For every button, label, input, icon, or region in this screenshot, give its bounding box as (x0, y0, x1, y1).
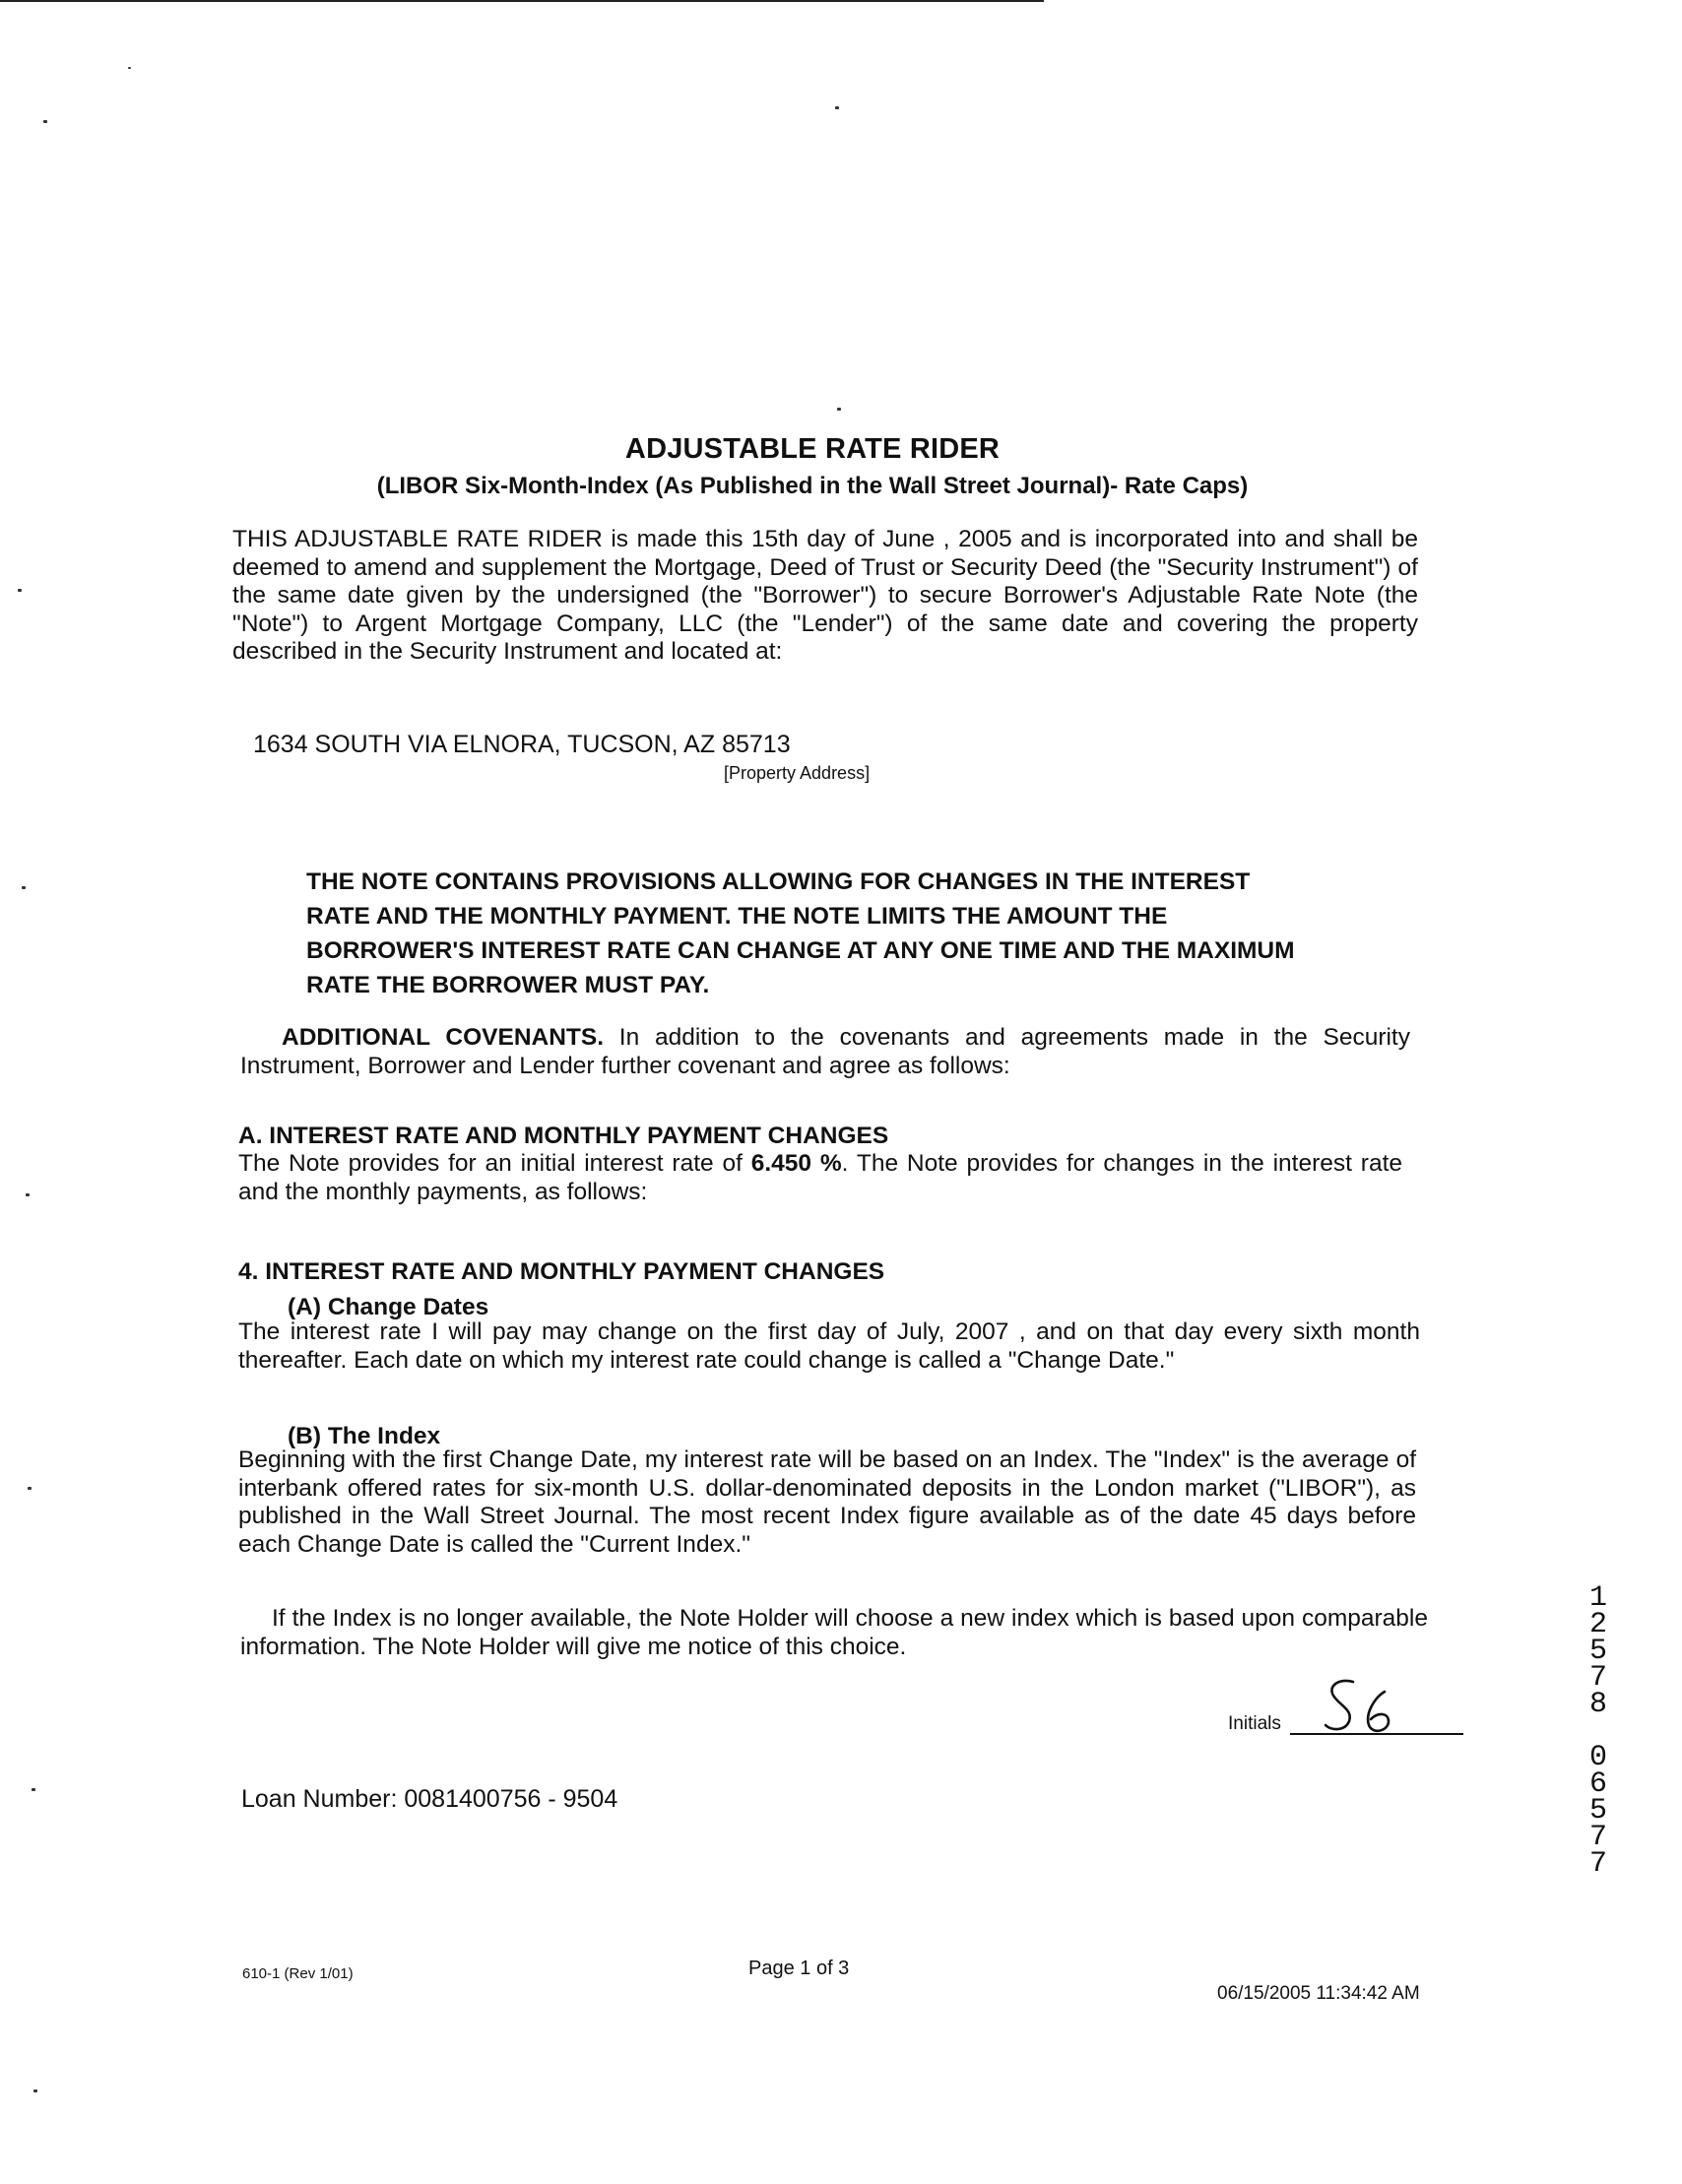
initial-interest-rate: 6.450 % (750, 1150, 842, 1177)
side-number-digit: 5 (1588, 1794, 1607, 1828)
scan-speck (835, 106, 839, 109)
scan-top-edge (0, 0, 1044, 2)
scan-speck (28, 1487, 32, 1490)
side-number-digit: 1 (1588, 1581, 1607, 1615)
side-number-digit: 7 (1588, 1821, 1607, 1854)
print-timestamp: 06/15/2005 11:34:42 AM (1217, 1983, 1420, 2004)
section-a-text-2: . The Note provides for changes in the interest rate and the monthly payments, as follows: (238, 1150, 1403, 1205)
form-number: 610-1 (Rev 1/01) (242, 1965, 354, 1982)
scan-speck (33, 2089, 37, 2092)
side-document-number (1584, 1581, 1613, 1881)
index-unavailable-paragraph: If the Index is no longer available, the Note Holder will choose a new index which is based upon comparable information. The Note Holder will give me notice of this choice. (240, 1605, 1428, 1660)
side-number-digit: 6 (1588, 1767, 1607, 1801)
index-paragraph: Beginning with the first Change Date, my interest rate will be based on an Index. The "Index" is the average of interbank offered rates for six-month U.S. dollar-denominated deposits in the London market ("LIBOR"), as published in the Wall Street Journal. The most recent Index figure available as of the date 45 days before each Change Date is called the "Current Index." (238, 1446, 1416, 1558)
section-4-heading: 4. INTEREST RATE AND MONTHLY PAYMENT CHANGES (238, 1258, 885, 1285)
rate-change-notice: THE NOTE CONTAINS PROVISIONS ALLOWING FOR CHANGES IN THE INTEREST RATE AND THE MONTHLY PAYMENT. THE NOTE LIMITS THE AMOUNT THE BORROWER'S INTEREST RATE CAN CHANGE AT ANY ONE TIME AND THE MAXIMUM RATE THE BORROWER MUST PAY. (306, 868, 1295, 998)
scan-speck (128, 67, 131, 69)
side-number-digit: 8 (1588, 1688, 1607, 1721)
scan-speck (18, 589, 22, 592)
change-dates-heading: (A) Change Dates (288, 1294, 489, 1320)
page-number: Page 1 of 3 (748, 1958, 850, 1979)
initials-label: Initials (1228, 1713, 1281, 1734)
section-a-text-1: The Note provides for an initial interest rate of (238, 1150, 751, 1177)
side-number-digit: 0 (1588, 1741, 1607, 1774)
scan-speck (43, 120, 47, 123)
additional-covenants-paragraph (240, 1024, 1410, 1080)
scan-speck (32, 1788, 35, 1791)
initials-signature (1320, 1674, 1408, 1739)
loan-number: Loan Number: 0081400756 - 9504 (241, 1785, 618, 1813)
scan-speck (22, 886, 26, 889)
scan-speck (26, 1193, 30, 1196)
change-dates-paragraph: The interest rate I will pay may change on the first day of July, 2007 , and on that day every sixth month thereafter. Each date on which my interest rate could change is called a "Change Date." (238, 1318, 1420, 1374)
side-number-digit: 2 (1588, 1608, 1607, 1641)
property-address-label: [Property Address] (724, 763, 871, 783)
side-number-digit: 5 (1588, 1635, 1607, 1668)
document-title: ADJUSTABLE RATE RIDER (624, 433, 1001, 465)
index-heading: (B) The Index (288, 1423, 441, 1449)
covenants-lead: ADDITIONAL COVENANTS. (282, 1024, 605, 1051)
intro-paragraph: THIS ADJUSTABLE RATE RIDER is made this 15th day of June , 2005 and is incorporated into and shall be deemed to amend and supplement the Mortgage, Deed of Trust or Security Deed (the "Security Instrument") of the same date given by the undersigned (the "Borrower") to secure Borrower's Adjustable Rate Note (the "Note") to Argent Mortgage Company, LLC (the "Lender") of the same date and covering the property described in the Security Instrument and located at: (232, 526, 1418, 665)
covenants-text: In addition to the covenants and agreements made in the Security Instrument, Borrower and Lender further covenant and agree as follows: (240, 1024, 1410, 1079)
section-a-heading: A. INTEREST RATE AND MONTHLY PAYMENT CHANGES (238, 1123, 889, 1149)
section-a-paragraph (238, 1150, 1402, 1206)
document-subtitle: (LIBOR Six-Month-Index (As Published in the Wall Street Journal)- Rate Caps) (376, 473, 1249, 499)
side-number-digit: 7 (1588, 1661, 1607, 1695)
property-address: 1634 SOUTH VIA ELNORA, TUCSON, AZ 85713 (253, 731, 791, 758)
side-number-digit: 7 (1588, 1847, 1607, 1881)
scan-speck (837, 408, 841, 411)
